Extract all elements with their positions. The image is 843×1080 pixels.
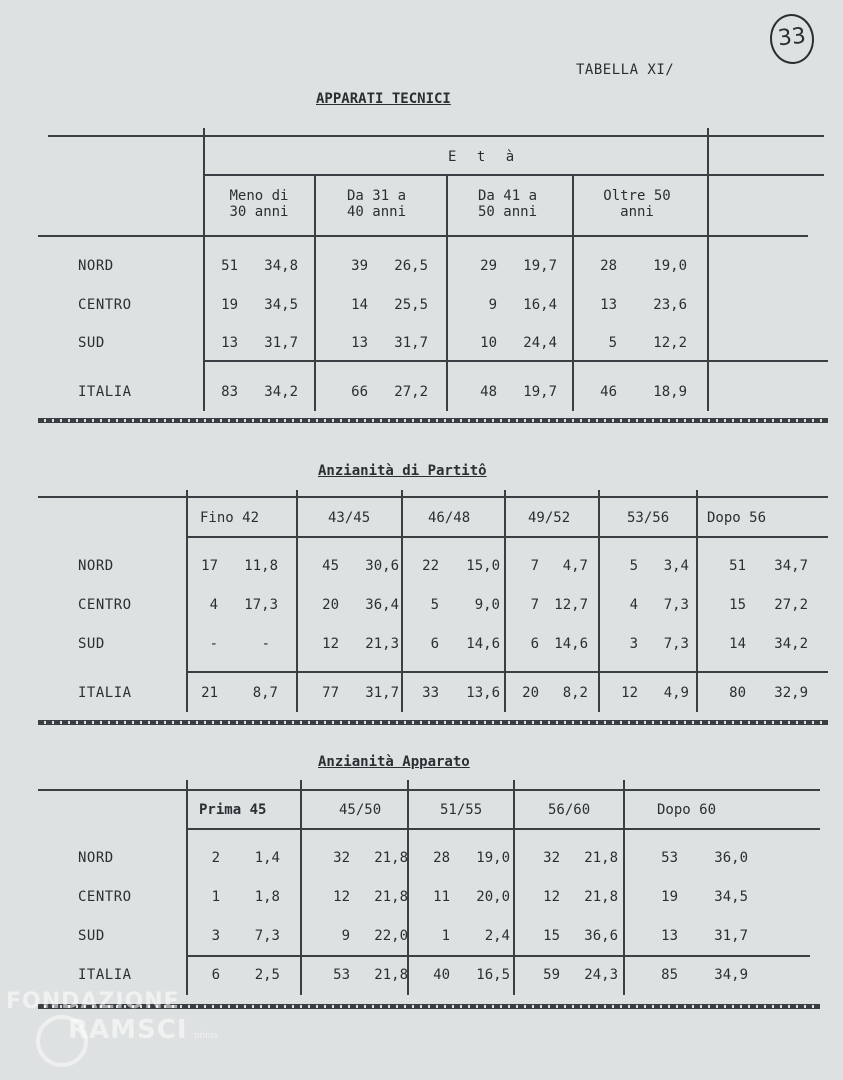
count-cell: 4 (209, 597, 218, 613)
column-header: 49/52 (528, 510, 571, 526)
row-label: NORD (78, 258, 114, 274)
count-cell: 45 (322, 558, 339, 574)
percent-cell: 3,4 (663, 558, 689, 574)
column-header: Da 41 a 50 anni (478, 188, 538, 220)
percent-cell: 4,7 (562, 558, 588, 574)
row-label: SUD (78, 928, 105, 944)
percent-cell: 19,0 (476, 850, 510, 866)
percent-cell: 2,5 (254, 967, 280, 983)
count-cell: 20 (322, 597, 339, 613)
watermark-line1: FONDAZIONE (6, 989, 180, 1014)
percent-cell: 19,7 (523, 384, 557, 400)
percent-cell: 14,6 (554, 636, 588, 652)
count-cell: 12 (333, 889, 350, 905)
row-label: CENTRO (78, 597, 132, 613)
count-cell: - (209, 636, 218, 652)
column-header: 45/50 (339, 802, 382, 818)
rule (314, 174, 316, 411)
section1-title: APPARATI TECNICI (316, 91, 451, 107)
percent-cell: 34,7 (774, 558, 808, 574)
rule (204, 174, 824, 176)
percent-cell: - (261, 636, 270, 652)
table-label: TABELLA XI/ (576, 62, 675, 78)
age-group-header: E t à (448, 149, 521, 165)
row-label: NORD (78, 558, 114, 574)
double-rule (38, 418, 828, 423)
percent-cell: 1,4 (254, 850, 280, 866)
count-cell: 19 (661, 889, 678, 905)
percent-cell: 36,0 (714, 850, 748, 866)
rule (296, 490, 298, 712)
column-header: Meno di 30 anni (229, 188, 289, 220)
count-cell: 40 (433, 967, 450, 983)
percent-cell: 7,3 (663, 636, 689, 652)
percent-cell: 34,2 (774, 636, 808, 652)
count-cell: 5 (629, 558, 638, 574)
count-cell: 28 (433, 850, 450, 866)
rule (623, 780, 625, 995)
column-header: Fino 42 (200, 510, 260, 526)
rule (186, 780, 188, 995)
percent-cell: 31,7 (714, 928, 748, 944)
count-cell: 13 (221, 335, 238, 351)
rule (300, 780, 302, 995)
count-cell: 66 (351, 384, 368, 400)
count-cell: 85 (661, 967, 678, 983)
watermark-logo (6, 985, 226, 1055)
column-header: 43/45 (328, 510, 371, 526)
percent-cell: 21,8 (374, 850, 408, 866)
count-cell: 5 (608, 335, 617, 351)
percent-cell: 23,6 (653, 297, 687, 313)
count-cell: 51 (729, 558, 746, 574)
count-cell: 53 (333, 967, 350, 983)
percent-cell: 7,3 (254, 928, 280, 944)
column-header: 46/48 (428, 510, 471, 526)
percent-cell: 34,5 (264, 297, 298, 313)
rule (513, 780, 515, 995)
count-cell: 11 (433, 889, 450, 905)
percent-cell: 21,8 (374, 889, 408, 905)
rule (186, 955, 810, 957)
rule (186, 671, 828, 673)
count-cell: 20 (522, 685, 539, 701)
percent-cell: 7,3 (663, 597, 689, 613)
count-cell: 17 (201, 558, 218, 574)
count-cell: 14 (729, 636, 746, 652)
count-cell: 39 (351, 258, 368, 274)
count-cell: 3 (629, 636, 638, 652)
count-cell: 12 (543, 889, 560, 905)
count-cell: 6 (211, 967, 220, 983)
count-cell: 9 (341, 928, 350, 944)
count-cell: 1 (211, 889, 220, 905)
watermark-line3: onlus (194, 1031, 219, 1041)
column-header: 56/60 (548, 802, 591, 818)
percent-cell: 25,5 (394, 297, 428, 313)
count-cell: 15 (729, 597, 746, 613)
count-cell: 14 (351, 297, 368, 313)
column-header: Oltre 50 anni (603, 188, 671, 220)
percent-cell: 27,2 (774, 597, 808, 613)
percent-cell: 13,6 (466, 685, 500, 701)
row-label: CENTRO (78, 297, 132, 313)
percent-cell: 24,3 (584, 967, 618, 983)
count-cell: 83 (221, 384, 238, 400)
percent-cell: 21,3 (365, 636, 399, 652)
row-label: ITALIA (78, 685, 132, 701)
percent-cell: 15,0 (466, 558, 500, 574)
rule (186, 536, 828, 538)
percent-cell: 4,9 (663, 685, 689, 701)
count-cell: 12 (322, 636, 339, 652)
count-cell: 13 (351, 335, 368, 351)
percent-cell: 14,6 (466, 636, 500, 652)
rule (446, 174, 448, 411)
count-cell: 10 (480, 335, 497, 351)
count-cell: 13 (600, 297, 617, 313)
count-cell: 3 (211, 928, 220, 944)
rule (707, 128, 709, 411)
percent-cell: 9,0 (474, 597, 500, 613)
percent-cell: 17,3 (244, 597, 278, 613)
count-cell: 6 (530, 636, 539, 652)
row-label: SUD (78, 335, 105, 351)
count-cell: 28 (600, 258, 617, 274)
percent-cell: 18,9 (653, 384, 687, 400)
count-cell: 7 (530, 597, 539, 613)
percent-cell: 19,7 (523, 258, 557, 274)
percent-cell: 16,4 (523, 297, 557, 313)
row-label: NORD (78, 850, 114, 866)
count-cell: 9 (488, 297, 497, 313)
rule (407, 780, 409, 995)
percent-cell: 34,2 (264, 384, 298, 400)
count-cell: 80 (729, 685, 746, 701)
count-cell: 33 (422, 685, 439, 701)
row-label: CENTRO (78, 889, 132, 905)
percent-cell: 11,8 (244, 558, 278, 574)
percent-cell: 34,8 (264, 258, 298, 274)
percent-cell: 31,7 (365, 685, 399, 701)
count-cell: 22 (422, 558, 439, 574)
percent-cell: 2,4 (484, 928, 510, 944)
count-cell: 1 (441, 928, 450, 944)
percent-cell: 36,6 (584, 928, 618, 944)
percent-cell: 34,9 (714, 967, 748, 983)
count-cell: 4 (629, 597, 638, 613)
percent-cell: 27,2 (394, 384, 428, 400)
percent-cell: 24,4 (523, 335, 557, 351)
count-cell: 21 (201, 685, 218, 701)
section2-title: Anzianità di Partitô (318, 463, 487, 479)
count-cell: 7 (530, 558, 539, 574)
count-cell: 53 (661, 850, 678, 866)
count-cell: 6 (430, 636, 439, 652)
percent-cell: 12,2 (653, 335, 687, 351)
count-cell: 2 (211, 850, 220, 866)
count-cell: 59 (543, 967, 560, 983)
rule (204, 360, 828, 362)
count-cell: 51 (221, 258, 238, 274)
count-cell: 29 (480, 258, 497, 274)
percent-cell: 12,7 (554, 597, 588, 613)
column-header: Da 31 a 40 anni (347, 188, 407, 220)
rule (696, 490, 698, 712)
count-cell: 12 (621, 685, 638, 701)
double-rule (38, 720, 828, 725)
rule (598, 490, 600, 712)
percent-cell: 34,5 (714, 889, 748, 905)
column-header: Dopo 56 (707, 510, 767, 526)
percent-cell: 21,8 (374, 967, 408, 983)
percent-cell: 20,0 (476, 889, 510, 905)
percent-cell: 16,5 (476, 967, 510, 983)
rule (572, 174, 574, 411)
count-cell: 48 (480, 384, 497, 400)
page-number: 33 (768, 12, 817, 66)
count-cell: 46 (600, 384, 617, 400)
column-header: Prima 45 (199, 802, 267, 818)
section3-title: Anzianità Apparato (318, 754, 470, 770)
percent-cell: 26,5 (394, 258, 428, 274)
row-label: SUD (78, 636, 105, 652)
percent-cell: 31,7 (264, 335, 298, 351)
row-label: ITALIA (78, 967, 132, 983)
rule (38, 235, 808, 237)
column-header: 51/55 (440, 802, 483, 818)
percent-cell: 31,7 (394, 335, 428, 351)
percent-cell: 32,9 (774, 685, 808, 701)
percent-cell: 19,0 (653, 258, 687, 274)
percent-cell: 8,7 (252, 685, 278, 701)
count-cell: 19 (221, 297, 238, 313)
rule (401, 490, 403, 712)
percent-cell: 36,4 (365, 597, 399, 613)
count-cell: 77 (322, 685, 339, 701)
count-cell: 32 (543, 850, 560, 866)
percent-cell: 1,8 (254, 889, 280, 905)
rule (38, 496, 828, 498)
count-cell: 13 (661, 928, 678, 944)
column-header: Dopo 60 (657, 802, 717, 818)
rule (38, 789, 820, 791)
column-header: 53/56 (627, 510, 670, 526)
row-label: ITALIA (78, 384, 132, 400)
watermark-line2: RAMSCI (68, 1015, 188, 1045)
count-cell: 32 (333, 850, 350, 866)
percent-cell: 22,0 (374, 928, 408, 944)
rule (186, 828, 820, 830)
count-cell: 15 (543, 928, 560, 944)
percent-cell: 30,6 (365, 558, 399, 574)
percent-cell: 21,8 (584, 889, 618, 905)
count-cell: 5 (430, 597, 439, 613)
percent-cell: 8,2 (562, 685, 588, 701)
percent-cell: 21,8 (584, 850, 618, 866)
